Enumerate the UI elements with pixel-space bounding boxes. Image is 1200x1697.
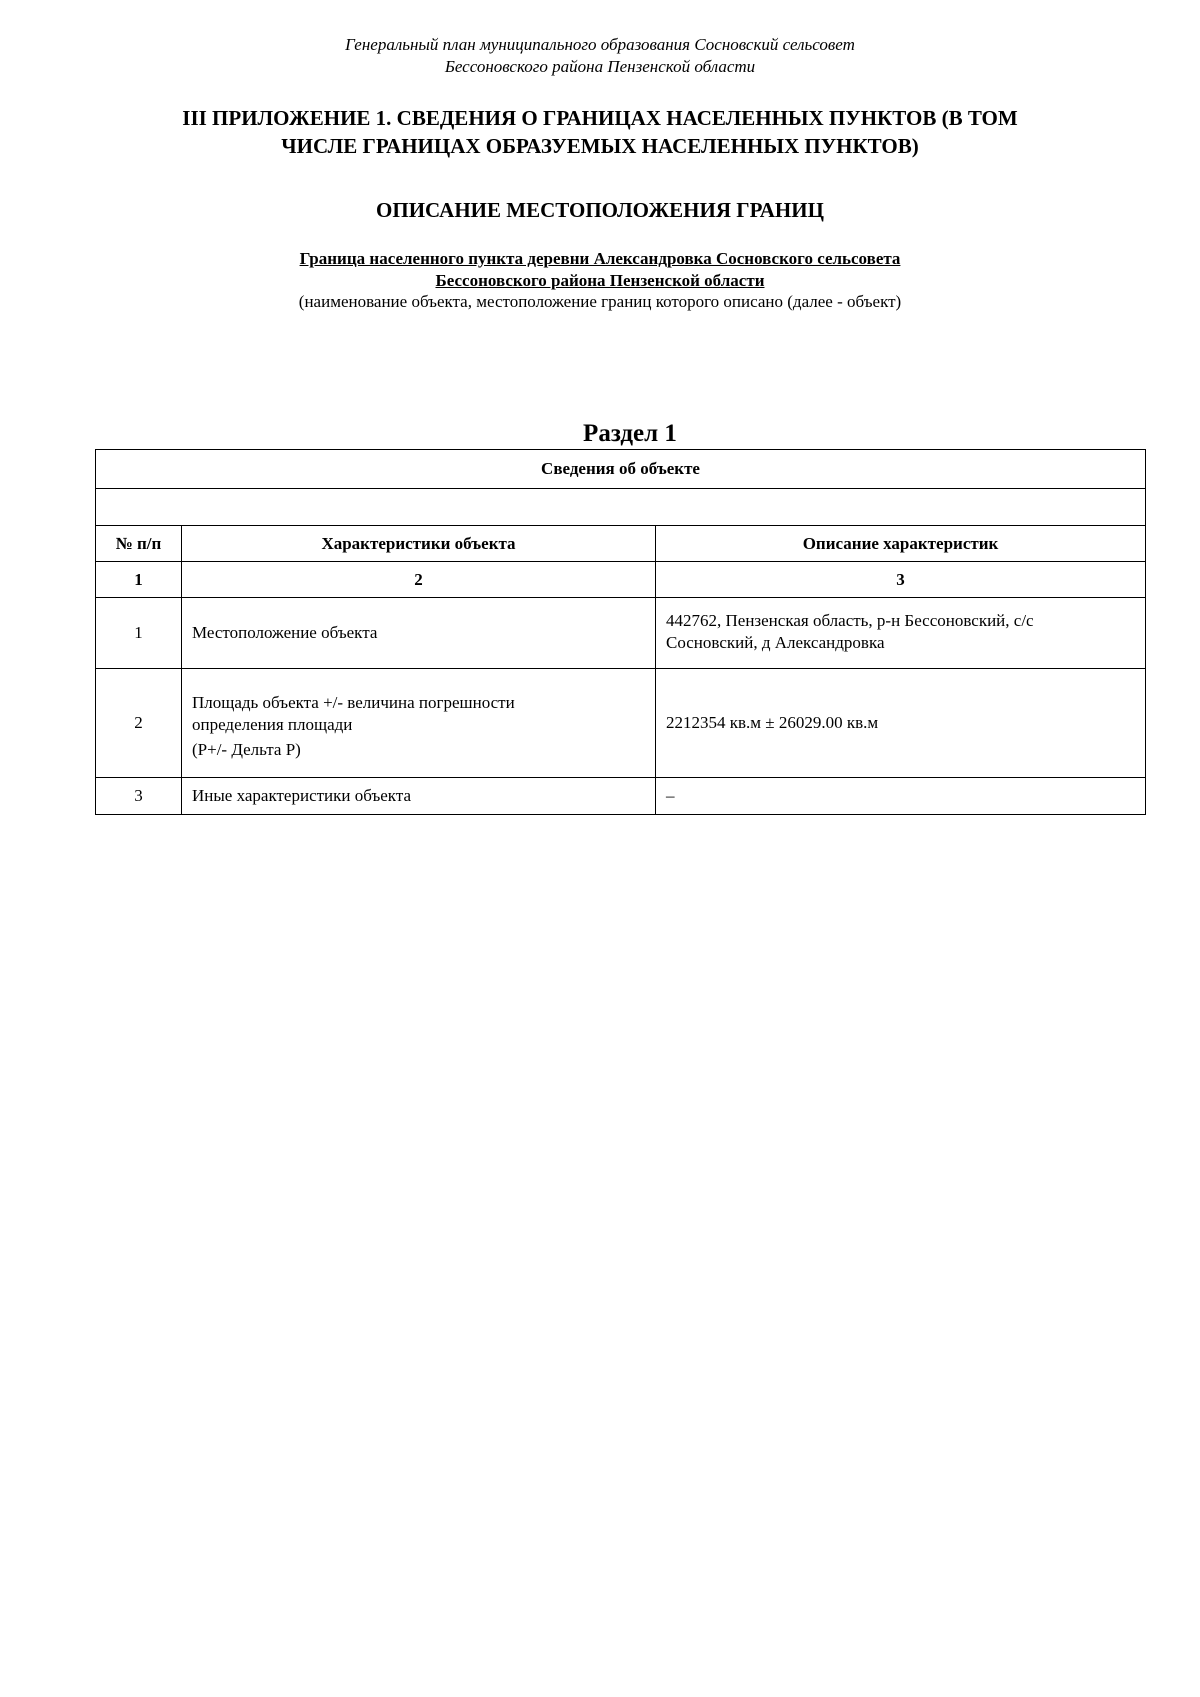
table-empty-cell xyxy=(96,489,1146,526)
razdel-title: Раздел 1 xyxy=(583,420,677,447)
index-cell-3: 3 xyxy=(656,562,1146,598)
row-description: 2212354 кв.м ± 26029.00 кв.м xyxy=(656,669,1146,778)
row-number: 1 xyxy=(96,598,182,669)
header-description: Описание характеристик xyxy=(656,526,1146,562)
header-characteristic: Характеристики объекта xyxy=(182,526,656,562)
appendix-title xyxy=(100,104,1100,160)
header-line-2: Бессоновского района Пензенской области xyxy=(444,57,756,76)
table-row xyxy=(96,598,1146,669)
object-info-table xyxy=(95,449,1146,815)
row-characteristic: Иные характеристики объекта xyxy=(182,778,656,815)
row-characteristic xyxy=(182,669,656,778)
object-name xyxy=(0,248,1200,292)
table-index-row xyxy=(96,562,1146,598)
section-heading: ОПИСАНИЕ МЕСТОПОЛОЖЕНИЯ ГРАНИЦ xyxy=(376,198,824,222)
row-description-line-2: Сосновский, д Александровка xyxy=(666,633,885,652)
appendix-title-line-1: III ПРИЛОЖЕНИЕ 1. СВЕДЕНИЯ О ГРАНИЦАХ НАСЕЛЕННЫХ ПУНКТОВ (В ТОМ xyxy=(182,106,1018,130)
row-description: – xyxy=(656,778,1146,815)
table-row xyxy=(96,778,1146,815)
index-cell-2: 2 xyxy=(182,562,656,598)
row-description xyxy=(656,598,1146,669)
header-line-1: Генеральный план муниципального образования Сосновский сельсовет xyxy=(345,35,855,54)
row-number: 3 xyxy=(96,778,182,815)
object-name-line-1: Граница населенного пункта деревни Александровка Сосновского сельсовета xyxy=(299,249,901,268)
row-characteristic-line-3: (Р+/- Дельта Р) xyxy=(192,739,301,759)
appendix-title-line-2: ЧИСЛЕ ГРАНИЦАХ ОБРАЗУЕМЫХ НАСЕЛЕННЫХ ПУНКТОВ) xyxy=(281,134,919,158)
index-cell-1: 1 xyxy=(96,562,182,598)
row-characteristic-line-2: определения площади xyxy=(192,714,353,734)
row-characteristic-line-1: Площадь объекта +/- величина погрешности xyxy=(192,692,515,712)
table-caption-row xyxy=(96,450,1146,489)
table-row xyxy=(96,669,1146,778)
row-characteristic: Местоположение объекта xyxy=(182,598,656,669)
table-caption: Сведения об объекте xyxy=(96,450,1146,489)
row-number: 2 xyxy=(96,669,182,778)
table-empty-row xyxy=(96,489,1146,526)
table-header-row xyxy=(96,526,1146,562)
object-name-line-2: Бессоновского района Пензенской области xyxy=(435,271,765,290)
row-description-line-1: 442762, Пензенская область, р-н Бессоновский, с/с xyxy=(666,611,1034,630)
object-caption: (наименование объекта, местоположение границ которого описано (далее - объект) xyxy=(298,292,902,311)
page-header xyxy=(0,34,1200,78)
header-num: № п/п xyxy=(96,526,182,562)
